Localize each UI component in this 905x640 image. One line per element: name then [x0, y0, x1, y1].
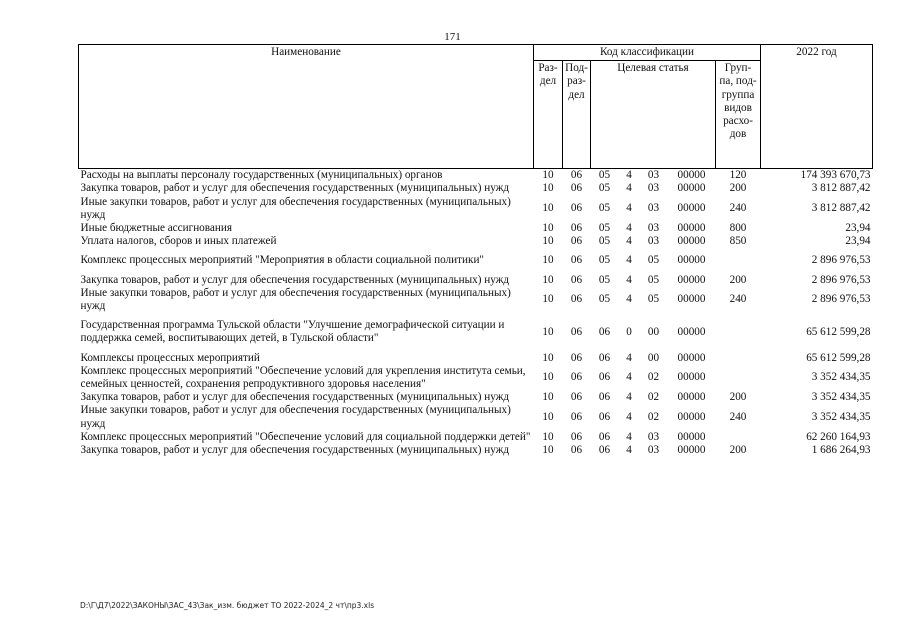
- row-target-type: 4: [626, 222, 632, 235]
- row-section: 10: [542, 411, 554, 424]
- row-name: Иные бюджетные ассигнования: [80, 222, 232, 235]
- row-section: 10: [542, 254, 554, 267]
- row-subsection: 06: [570, 235, 583, 248]
- row-subsection: 06: [570, 351, 583, 364]
- row-amount: 2 896 976,53: [811, 254, 871, 267]
- row-name: Комплекс процессных мероприятий "Обеспечение условий для социальной поддержки детей": [80, 430, 531, 443]
- row-amount: 23,94: [845, 235, 871, 248]
- row-expense-group: 800: [729, 222, 747, 235]
- table-row: [79, 235, 873, 248]
- row-target-program: 05: [598, 169, 611, 182]
- row-section: 10: [542, 293, 554, 306]
- row-target-code: 00000: [677, 430, 706, 443]
- table-row: [79, 444, 873, 457]
- row-section: 10: [542, 182, 554, 195]
- row-expense-group: [716, 365, 761, 391]
- row-name: Иные закупки товаров, работ и услуг для обеспечения государственных (муниципальных) нужд: [80, 195, 511, 221]
- table-row: [79, 196, 873, 222]
- row-target-code: 00000: [677, 235, 706, 248]
- row-amount: 65 612 599,28: [806, 325, 871, 338]
- page-number: 171: [444, 31, 461, 43]
- table-row: [79, 365, 873, 391]
- row-target-program: 05: [598, 202, 611, 215]
- row-amount: 1 686 264,93: [811, 444, 871, 457]
- row-target-type: 4: [626, 254, 632, 267]
- row-target-direction: 00: [647, 325, 660, 338]
- row-expense-group: 240: [729, 411, 747, 424]
- row-name: Комплекс процессных мероприятий "Мероприятия в области социальной политики": [80, 254, 484, 267]
- row-target-code: 00000: [677, 351, 706, 364]
- row-subsection: 06: [570, 444, 583, 457]
- row-target-program: 06: [598, 391, 611, 404]
- row-target-type: 4: [626, 371, 632, 384]
- table-row: [79, 274, 873, 287]
- row-name: Закупка товаров, работ и услуг для обеспечения государственных (муниципальных) нужд: [80, 273, 510, 286]
- row-target-program: 06: [598, 430, 611, 443]
- row-subsection: 06: [570, 371, 583, 384]
- header-name: Наименование: [79, 45, 534, 169]
- row-target-code: 00000: [677, 293, 706, 306]
- row-section: 10: [542, 430, 554, 443]
- row-expense-group: 200: [729, 391, 747, 404]
- row-amount: 3 812 887,42: [811, 182, 871, 195]
- row-target-type: 4: [626, 391, 632, 404]
- header-subsection: Под- раз- дел: [563, 61, 591, 169]
- row-subsection: 06: [570, 430, 583, 443]
- row-amount: 2 896 976,53: [811, 273, 871, 286]
- row-target-direction: 00: [647, 351, 660, 364]
- table-row: [79, 431, 873, 444]
- row-amount: 65 612 599,28: [806, 351, 871, 364]
- table-header: [79, 45, 873, 169]
- row-expense-group: 120: [729, 169, 747, 182]
- row-target-program: 05: [598, 182, 611, 195]
- row-target-program: 05: [598, 254, 611, 267]
- row-target-type: 4: [626, 235, 632, 248]
- row-target-direction: 05: [647, 293, 660, 306]
- table-row: [79, 182, 873, 195]
- row-expense-group: [716, 319, 761, 345]
- row-target-code: 00000: [677, 444, 706, 457]
- row-target-type: 4: [626, 411, 632, 424]
- row-amount: 174 393 670,73: [800, 169, 871, 182]
- row-target-program: 05: [598, 235, 611, 248]
- row-subsection: 06: [570, 293, 583, 306]
- table-row: [79, 391, 873, 404]
- row-target-type: 4: [626, 202, 632, 215]
- row-amount: 3 352 434,35: [811, 371, 871, 384]
- row-name: Закупка товаров, работ и услуг для обеспечения государственных (муниципальных) нужд: [80, 391, 510, 404]
- row-target-type: 4: [626, 273, 632, 286]
- row-expense-group: 850: [729, 235, 747, 248]
- row-subsection: 06: [570, 391, 583, 404]
- row-section: 10: [542, 202, 554, 215]
- row-target-type: 4: [626, 351, 632, 364]
- row-subsection: 06: [570, 325, 583, 338]
- row-expense-group: 200: [729, 273, 747, 286]
- row-target-direction: 03: [647, 182, 660, 195]
- row-name: Иные закупки товаров, работ и услуг для обеспечения государственных (муниципальных) нужд: [80, 404, 511, 430]
- row-target-direction: 05: [647, 273, 660, 286]
- row-target-program: 05: [598, 293, 611, 306]
- row-target-code: 00000: [677, 325, 706, 338]
- row-subsection: 06: [570, 254, 583, 267]
- row-target-type: 4: [626, 182, 632, 195]
- row-target-type: 4: [626, 169, 632, 182]
- row-section: 10: [542, 351, 554, 364]
- table-body: [79, 169, 873, 458]
- row-target-program: 06: [598, 371, 611, 384]
- row-expense-group: [716, 431, 761, 444]
- row-target-direction: 03: [647, 444, 660, 457]
- header-target: Целевая статья: [591, 61, 716, 169]
- row-target-direction: 03: [647, 222, 660, 235]
- row-subsection: 06: [570, 273, 583, 286]
- row-name: Комплексы процессных мероприятий: [80, 351, 260, 364]
- row-target-program: 05: [598, 222, 611, 235]
- row-target-direction: 02: [647, 391, 660, 404]
- row-target-code: 00000: [677, 391, 706, 404]
- row-name: Закупка товаров, работ и услуг для обеспечения государственных (муниципальных) нужд: [80, 182, 510, 195]
- row-target-direction: 03: [647, 430, 660, 443]
- row-subsection: 06: [570, 182, 583, 195]
- row-target-type: 4: [626, 293, 632, 306]
- row-section: 10: [542, 391, 554, 404]
- row-target-direction: 02: [647, 411, 660, 424]
- row-target-type: 0: [626, 325, 632, 338]
- row-expense-group: [716, 352, 761, 365]
- row-name: Комплекс процессных мероприятий "Обеспечение условий для укрепления института семьи, семейных ценностей, сохранения репродуктивного здоровья населения": [80, 364, 526, 391]
- row-amount: 2 896 976,53: [811, 293, 871, 306]
- row-expense-group: 200: [729, 444, 747, 457]
- table-row: [79, 254, 873, 267]
- row-section: 10: [542, 222, 554, 235]
- header-code-group: Код классификации: [534, 45, 761, 61]
- row-expense-group: 200: [729, 182, 747, 195]
- row-target-type: 4: [626, 444, 632, 457]
- row-section: 10: [542, 273, 554, 286]
- table-row: [79, 404, 873, 430]
- row-amount: 3 352 434,35: [811, 411, 871, 424]
- row-expense-group: 240: [729, 202, 747, 215]
- header-group: Груп- па, под- группа видов расхо- дов: [716, 61, 761, 169]
- row-subsection: 06: [570, 202, 583, 215]
- row-target-program: 06: [598, 351, 611, 364]
- row-section: 10: [542, 371, 554, 384]
- table-row: [79, 169, 873, 183]
- row-section: 10: [542, 444, 554, 457]
- table-row: [79, 319, 873, 345]
- row-subsection: 06: [570, 222, 583, 235]
- row-target-program: 06: [598, 411, 611, 424]
- row-name: Закупка товаров, работ и услуг для обеспечения государственных (муниципальных) нужд: [80, 444, 510, 457]
- row-target-code: 00000: [677, 371, 706, 384]
- row-target-code: 00000: [677, 169, 706, 182]
- table-row: [79, 352, 873, 365]
- row-target-direction: 05: [647, 254, 660, 267]
- row-expense-group: 240: [729, 293, 747, 306]
- row-expense-group: [716, 254, 761, 267]
- header-section: Раз- дел: [534, 61, 563, 169]
- table-row: [79, 222, 873, 235]
- row-target-direction: 03: [647, 235, 660, 248]
- row-target-code: 00000: [677, 273, 706, 286]
- row-target-program: 05: [598, 273, 611, 286]
- row-subsection: 06: [570, 169, 583, 182]
- header-year: 2022 год: [761, 45, 873, 169]
- row-target-direction: 03: [647, 169, 660, 182]
- row-target-code: 00000: [677, 254, 706, 267]
- row-subsection: 06: [570, 411, 583, 424]
- row-target-code: 00000: [677, 222, 706, 235]
- row-amount: 62 260 164,93: [806, 430, 871, 443]
- row-amount: 3 352 434,35: [811, 391, 871, 404]
- row-target-code: 00000: [677, 182, 706, 195]
- row-name: Уплата налогов, сборов и иных платежей: [80, 235, 277, 248]
- row-section: 10: [542, 325, 554, 338]
- row-target-code: 00000: [677, 411, 706, 424]
- row-amount: 23,94: [845, 222, 871, 235]
- row-name: Государственная программа Тульской области "Улучшение демографической ситуации и поддержка семей, воспитывающих детей, в Тульской области": [80, 319, 505, 345]
- file-path-footer: D:\Г\Д7\2022\ЗАКОНЫ\ЗАС_43\Зак_изм. бюджет ТО 2022-2024_2 чт\пр3.xls: [80, 601, 375, 610]
- row-target-direction: 03: [647, 202, 660, 215]
- row-target-direction: 02: [647, 371, 660, 384]
- row-amount: 3 812 887,42: [811, 202, 871, 215]
- row-target-program: 06: [598, 444, 611, 457]
- budget-table: [78, 44, 873, 457]
- row-target-program: 06: [598, 325, 611, 338]
- row-target-code: 00000: [677, 202, 706, 215]
- row-section: 10: [542, 235, 554, 248]
- row-target-type: 4: [626, 430, 632, 443]
- row-name: Расходы на выплаты персоналу государственных (муниципальных) органов: [80, 169, 443, 182]
- row-section: 10: [542, 169, 554, 182]
- row-name: Иные закупки товаров, работ и услуг для обеспечения государственных (муниципальных) нужд: [80, 286, 511, 313]
- table-row: [79, 287, 873, 313]
